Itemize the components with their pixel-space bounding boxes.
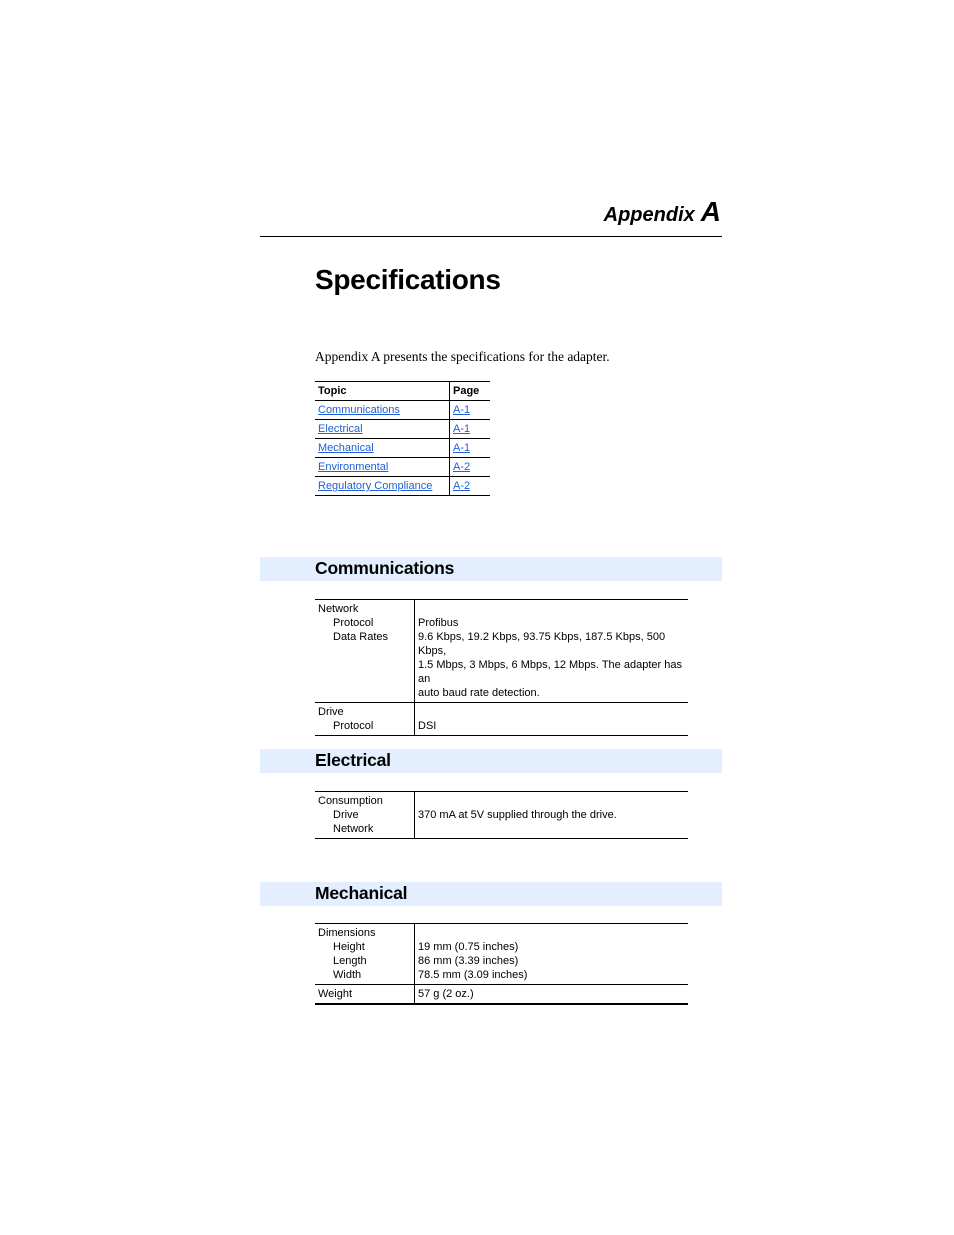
data-rates-line: 9.6 Kbps, 19.2 Kbps, 93.75 Kbps, 187.5 Kbps, 500 Kbps, bbox=[418, 631, 666, 657]
electrical-heading: Electrical bbox=[315, 750, 391, 770]
topic-column-header: Topic bbox=[315, 382, 450, 401]
toc-link-regulatory-compliance[interactable]: Regulatory Compliance bbox=[318, 480, 433, 492]
header-rule bbox=[260, 236, 722, 237]
network-label: Network bbox=[318, 603, 359, 615]
table-row bbox=[315, 420, 490, 439]
toc-link-mechanical[interactable]: Mechanical bbox=[318, 442, 374, 454]
mechanical-heading: Mechanical bbox=[315, 883, 408, 903]
table-row bbox=[315, 924, 688, 985]
weight-value: 57 g (2 oz.) bbox=[418, 988, 474, 1000]
table-row bbox=[315, 458, 490, 477]
intro-text: Appendix A presents the specifications for the adapter. bbox=[315, 349, 610, 364]
communications-section-band bbox=[260, 557, 722, 581]
table-row bbox=[315, 792, 688, 839]
communications-spec-table bbox=[315, 599, 688, 736]
electrical-spec-table bbox=[315, 791, 688, 839]
width-label: Width bbox=[333, 969, 362, 981]
toc-link-environmental[interactable]: Environmental bbox=[318, 461, 389, 473]
data-rates-line: 1.5 Mbps, 3 Mbps, 6 Mbps, 12 Mbps. The adapter has an bbox=[418, 659, 682, 685]
data-rates-line: auto baud rate detection. bbox=[418, 687, 540, 699]
network-protocol-value: Profibus bbox=[418, 617, 459, 629]
appendix-word: Appendix bbox=[603, 204, 695, 226]
toc-page-link-communications[interactable]: A-1 bbox=[453, 404, 471, 416]
mechanical-section-band bbox=[260, 882, 722, 906]
electrical-section-band bbox=[260, 749, 722, 773]
consumption-label: Consumption bbox=[318, 795, 383, 807]
height-value: 19 mm (0.75 inches) bbox=[418, 941, 519, 953]
data-rates-label: Data Rates bbox=[333, 631, 389, 643]
drive-protocol-label: Protocol bbox=[333, 720, 374, 732]
page-title: Specifications bbox=[315, 264, 501, 295]
drive-label: Drive bbox=[318, 706, 344, 718]
table-row bbox=[315, 477, 490, 496]
table-row bbox=[315, 703, 688, 736]
consumption-value: 370 mA at 5V supplied through the drive. bbox=[418, 809, 617, 821]
weight-label: Weight bbox=[315, 985, 415, 1005]
appendix-header bbox=[604, 196, 721, 228]
protocol-label: Protocol bbox=[333, 617, 374, 629]
consumption-network-label: Network bbox=[333, 823, 374, 835]
dimensions-label: Dimensions bbox=[318, 927, 376, 939]
toc-link-communications[interactable]: Communications bbox=[318, 404, 400, 416]
length-label: Length bbox=[333, 955, 367, 967]
topic-table-header-row bbox=[315, 382, 490, 401]
table-row bbox=[315, 439, 490, 458]
length-value: 86 mm (3.39 inches) bbox=[418, 955, 519, 967]
page-column-header: Page bbox=[450, 382, 491, 401]
drive-protocol-value: DSI bbox=[418, 720, 437, 732]
toc-page-link-mechanical[interactable]: A-1 bbox=[453, 442, 471, 454]
height-label: Height bbox=[333, 941, 365, 953]
topic-table bbox=[315, 381, 490, 496]
mechanical-spec-table bbox=[315, 923, 688, 1005]
toc-link-electrical[interactable]: Electrical bbox=[318, 423, 363, 435]
table-row bbox=[315, 600, 688, 703]
communications-heading: Communications bbox=[315, 558, 455, 578]
table-row bbox=[315, 985, 688, 1005]
consumption-drive-label: Drive bbox=[333, 809, 359, 821]
toc-page-link-electrical[interactable]: A-1 bbox=[453, 423, 471, 435]
appendix-letter: A bbox=[700, 196, 721, 227]
width-value: 78.5 mm (3.09 inches) bbox=[418, 969, 528, 981]
table-row bbox=[315, 401, 490, 420]
toc-page-link-environmental[interactable]: A-2 bbox=[453, 461, 471, 473]
toc-page-link-regulatory-compliance[interactable]: A-2 bbox=[453, 480, 471, 492]
